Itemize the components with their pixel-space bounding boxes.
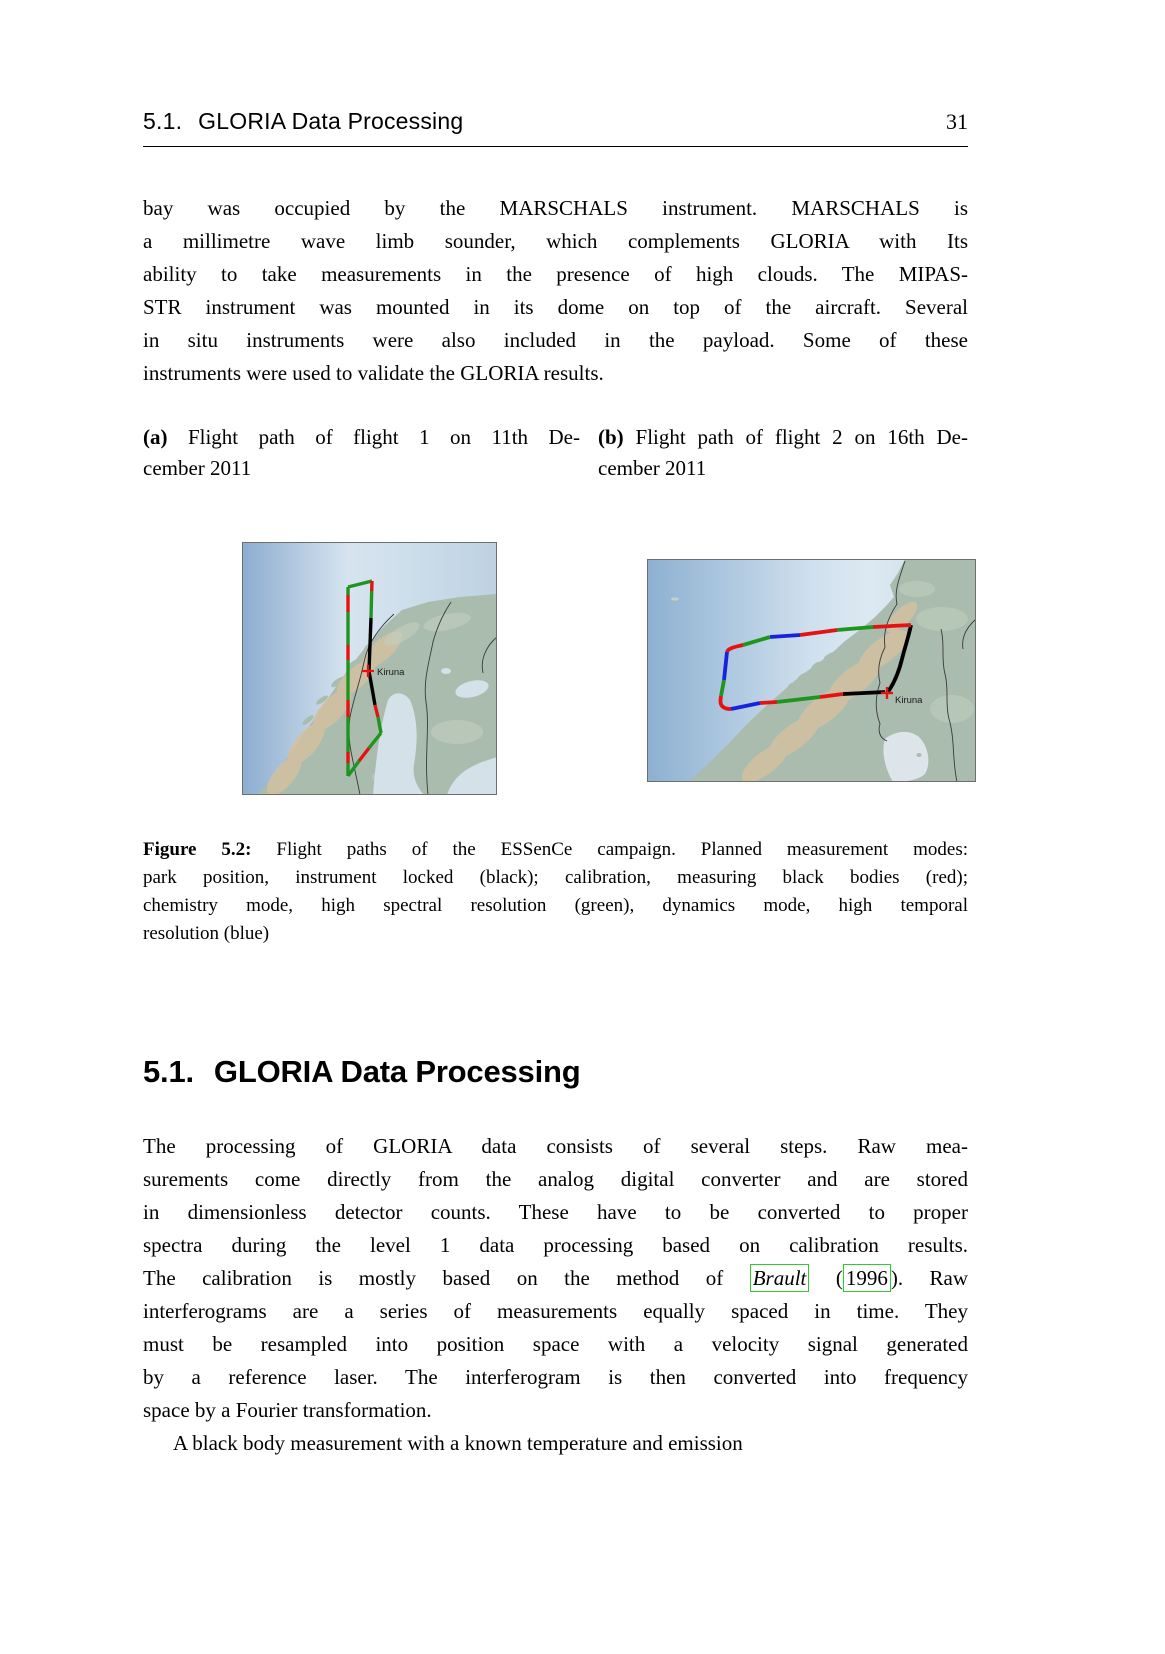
subcaption-a-text: Flight path of flight 1 on 11th De- (187, 425, 580, 449)
running-head (143, 108, 968, 135)
text-line: spectra during the level 1 data processing based on calibration results. (143, 1233, 968, 1257)
section-number: 5.1. (143, 1054, 194, 1089)
text-line: surements come directly from the analog digital converter and are stored (143, 1167, 968, 1191)
running-head-text: GLORIA Data Processing (198, 108, 464, 134)
kiruna-label: Kiruna (377, 667, 405, 678)
flight2-map-image (647, 559, 976, 782)
figure-caption-line: resolution (blue) (143, 923, 270, 944)
citation-line (143, 1262, 968, 1295)
text-line: A black body measurement with a known temperature and emission (173, 1431, 743, 1455)
citation-link-year[interactable]: 1996 (843, 1264, 891, 1292)
text-line: ability to take measurements in the presence of high clouds. The MIPAS- (143, 262, 968, 286)
page-number: 31 (946, 109, 968, 134)
kiruna-label: Kiruna (895, 695, 923, 706)
running-head-number: 5.1. (143, 108, 183, 134)
text-line: bay was occupied by the MARSCHALS instrument. MARSCHALS is (143, 196, 968, 220)
subcaption-a-text2: cember 2011 (143, 456, 252, 480)
subcaption-b-text2: cember 2011 (598, 456, 707, 480)
text-line: a millimetre wave limb sounder, which complements GLORIA with Its (143, 229, 968, 253)
figure-caption-line: chemistry mode, high spectral resolution (green), dynamics mode, high temporal (143, 895, 968, 916)
section-heading (143, 1054, 580, 1090)
text-line: in situ instruments were also included in the payload. Some of these (143, 328, 968, 352)
paragraph-2 (143, 1130, 968, 1460)
flight1-map-image (242, 542, 497, 795)
subcaption-b (598, 422, 968, 484)
figure-caption-line: park position, instrument locked (black); calibration, measuring black bodies (red); (143, 867, 968, 888)
header-rule (143, 146, 968, 147)
figure-caption-label: Figure 5.2: (143, 839, 252, 860)
text-line: The processing of GLORIA data consists of several steps. Raw mea- (143, 1134, 968, 1158)
text-line: by a reference laser. The interferogram is then converted into frequency (143, 1365, 968, 1389)
figure-caption (143, 836, 968, 948)
text-line: in dimensionless detector counts. These have to be converted to proper (143, 1200, 968, 1224)
subcaption-a (143, 422, 580, 484)
text-line: interferograms are a series of measurements equally spaced in time. They (143, 1299, 968, 1323)
subcaption-a-label: (a) (143, 425, 168, 449)
citation-pre-text: The calibration is mostly based on the method of (143, 1266, 724, 1290)
text-line: instruments were used to validate the GLORIA results. (143, 361, 604, 385)
island (671, 597, 679, 600)
paragraph-1 (143, 192, 968, 390)
lake-island (917, 753, 922, 757)
citation-post-text: ). Raw (890, 1266, 969, 1290)
section-title: GLORIA Data Processing (213, 1054, 581, 1089)
citation-link-author[interactable]: Brault (750, 1264, 810, 1292)
subcaption-b-label: (b) (598, 425, 624, 449)
flight1-map (242, 542, 497, 795)
text-line: STR instrument was mounted in its dome on top of the aircraft. Several (143, 295, 968, 319)
text-line: must be resampled into position space with a velocity signal generated (143, 1332, 968, 1356)
running-head-title (143, 108, 463, 135)
figure-caption-text: Flight paths of the ESSenCe campaign. Planned measurement modes: (276, 839, 968, 860)
flight2-map (647, 559, 976, 782)
citation-open-paren: ( (835, 1266, 843, 1290)
subcaption-b-text: Flight path of flight 2 on 16th De- (635, 425, 968, 449)
text-line: space by a Fourier transformation. (143, 1398, 432, 1422)
